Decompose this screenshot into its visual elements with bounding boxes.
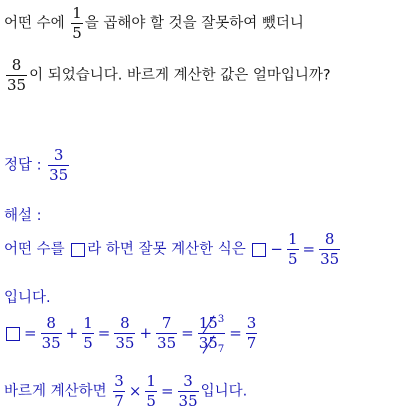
equals-sign: = (24, 323, 37, 342)
reduced-denominator: 7 (217, 344, 225, 355)
equals-sign: = (229, 323, 242, 342)
explanation-text-a: 어떤 수를 (4, 241, 65, 258)
fraction-numerator: 3 (48, 148, 69, 166)
fraction-numerator (198, 316, 225, 334)
fraction-denominator: 5 (83, 334, 93, 352)
fraction-denominator: 35 (178, 392, 198, 410)
answer-line (4, 148, 71, 183)
problem-line-2 (4, 58, 331, 93)
reduced-numerator: 3 (217, 314, 225, 325)
fraction (41, 316, 62, 351)
fraction-denominator: 5 (72, 24, 82, 42)
unknown-box-icon (71, 243, 85, 257)
problem-line-1 (4, 6, 304, 41)
fraction-eight-35 (319, 232, 340, 267)
fraction-denominator: 5 (146, 392, 156, 410)
explanation-line-2: 입니다. (4, 290, 51, 306)
fraction-eight-35 (6, 58, 27, 93)
fraction-numerator: 3 (114, 372, 124, 390)
unknown-box-icon (252, 243, 266, 257)
final-text: 바르게 계산하면 (4, 383, 107, 400)
cancelled-numerator: 15 (198, 314, 218, 332)
fraction (113, 374, 125, 409)
fraction-denominator: 5 (287, 250, 298, 268)
fraction (114, 316, 135, 351)
cancelled-denominator: 35 (198, 334, 218, 352)
plus-sign: + (65, 323, 79, 342)
fraction-denominator: 35 (157, 334, 177, 352)
fraction-numerator: 7 (156, 316, 177, 334)
answer-label: 정답 : (4, 157, 42, 174)
fraction (145, 374, 157, 409)
fraction (82, 316, 94, 351)
fraction (156, 316, 177, 351)
fraction-numerator: 1 (287, 230, 298, 248)
fraction-denominator: 35 (320, 250, 340, 268)
fraction-numerator: 8 (6, 58, 27, 76)
equals-sign: = (302, 239, 316, 258)
fraction-denominator (198, 334, 225, 355)
explanation-label: 해설 : (4, 208, 42, 224)
problem-text-2: 이 되었습니다. 바르게 계산한 값은 얼마입니까? (29, 67, 331, 84)
fraction-numerator: 1 (83, 314, 93, 332)
unknown-box-icon (6, 327, 20, 341)
answer-fraction (48, 148, 69, 183)
fraction-numerator: 8 (114, 316, 135, 334)
fraction-numerator: 3 (178, 374, 199, 392)
equals-sign: = (97, 323, 111, 342)
fraction-denominator: 35 (115, 334, 135, 352)
minus-sign: − (270, 239, 283, 258)
fraction-numerator: 8 (41, 316, 62, 334)
fraction (246, 316, 258, 351)
fraction-numerator: 8 (319, 232, 340, 250)
problem-text-1: 어떤 수에 (4, 15, 65, 32)
times-sign: × (128, 381, 142, 400)
explanation-line-1 (4, 232, 342, 267)
calculation-line (4, 314, 259, 355)
fraction-one-fifth (287, 232, 299, 267)
fraction (178, 374, 199, 409)
plus-sign: + (139, 323, 153, 342)
fraction-denominator: 7 (114, 392, 124, 410)
fraction-denominator: 35 (41, 334, 61, 352)
reduced-fraction (198, 314, 225, 355)
fraction-denominator: 7 (246, 334, 257, 352)
fraction-denominator: 35 (7, 76, 27, 94)
fraction-numerator: 1 (146, 372, 156, 390)
final-line (4, 374, 247, 409)
explanation-text-b: 라 하면 잘못 계산한 식은 (87, 241, 246, 258)
equals-sign: = (160, 381, 174, 400)
fraction-numerator: 1 (72, 4, 82, 22)
fraction-one-fifth (71, 6, 83, 41)
final-tail: 입니다. (200, 383, 248, 400)
fraction-denominator: 35 (49, 166, 69, 184)
equals-sign: = (181, 323, 194, 342)
fraction-numerator: 3 (246, 314, 257, 332)
problem-text-1b: 을 곱해야 할 것을 잘못하여 뺐더니 (84, 15, 304, 32)
